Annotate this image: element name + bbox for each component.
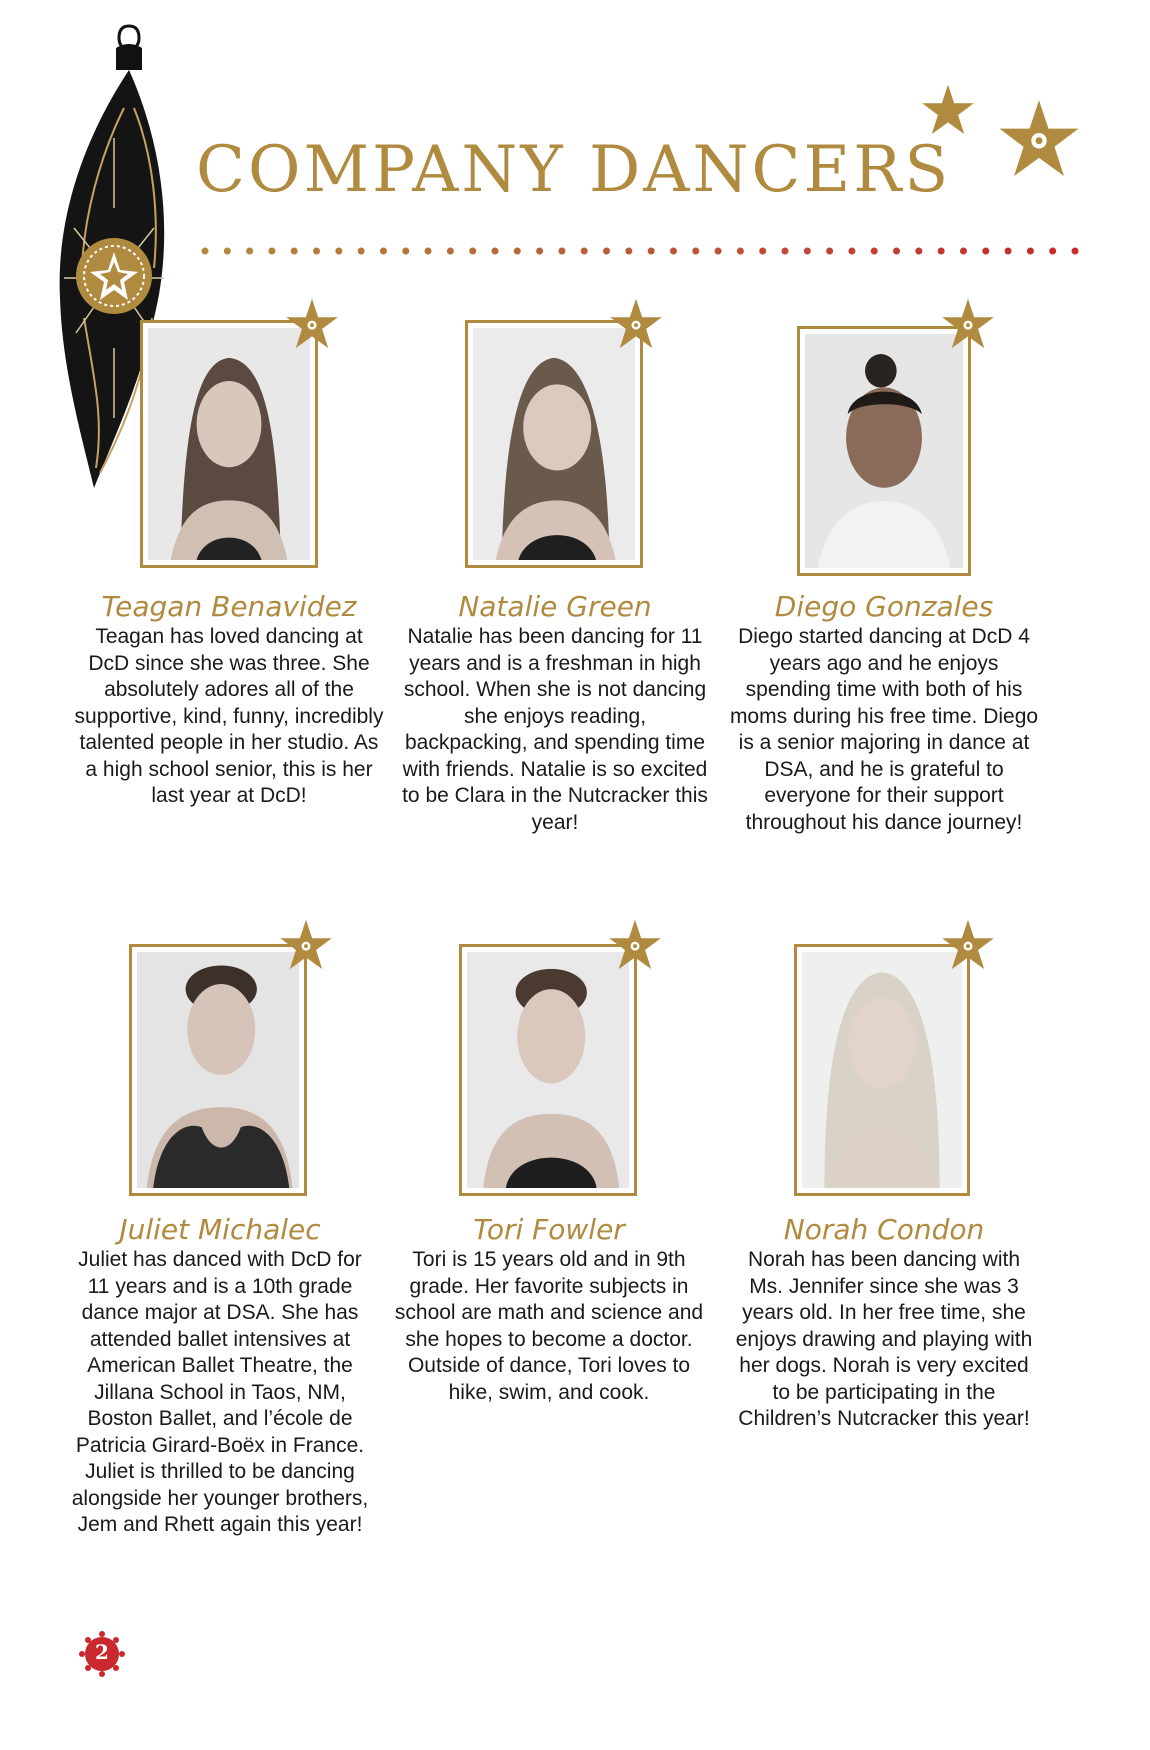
star-icon [996, 96, 1082, 182]
star-icon [940, 917, 996, 973]
star-icon [607, 917, 663, 973]
divider-dot [536, 248, 543, 255]
dancer-bio: Norah has been dancing with Ms. Jennifer since she was 3 years old. In her free time, she enjoys drawing and playing with her dogs. Norah is very excited to be participating in the Children’s Nutcracker this year! [735, 1248, 1033, 1430]
divider-dot [848, 248, 855, 255]
dancer-bio: Juliet has danced with DcD for 11 years and is a 10th grade dance major at DSA. She has attended ballet intensives at American Ballet Theatre, the Jillana School in Taos, NM, Boston Ballet, and l’école de Patricia Girard-Boëx in France. Juliet is thrilled to be dancing alongside her younger brothers, Jem and Rhett again this year! [71, 1248, 369, 1536]
divider-dot [1072, 248, 1079, 255]
dancer-photo-frame [797, 326, 971, 576]
divider-dot [1027, 248, 1034, 255]
dancer-name: Norah Condon [783, 1213, 985, 1246]
divider-dot [692, 248, 699, 255]
dancer-photo-frame [794, 944, 970, 1196]
star-icon [920, 82, 976, 138]
dancer-photo-frame [459, 944, 637, 1196]
divider-dot [625, 248, 632, 255]
divider-dot [938, 248, 945, 255]
dancer-name: Juliet Michalec [119, 1213, 321, 1246]
dancer-photo-frame [129, 944, 307, 1196]
divider-dot [224, 248, 231, 255]
divider-dot [358, 248, 365, 255]
divider-dot [558, 248, 565, 255]
dancer-photo-frame [465, 320, 643, 568]
divider-dot [202, 248, 209, 255]
divider-dot [246, 248, 253, 255]
divider-dot [893, 248, 900, 255]
divider-dot [1005, 248, 1012, 255]
divider-dot [603, 248, 610, 255]
dancer-name: Natalie Green [458, 590, 652, 623]
star-icon [284, 296, 340, 352]
dancer-bio: Teagan has loved dancing at DcD since she was three. She absolutely adores all of the supportive, kind, funny, incredibly talented people in her studio. As a high school senior, this is her last year at DcD! [74, 625, 384, 807]
dancer-name: Teagan Benavidez [101, 590, 357, 623]
divider-dot [759, 248, 766, 255]
dancer-photo [802, 952, 962, 1188]
dotted-divider [200, 244, 1080, 258]
page-number: 2 [95, 1640, 109, 1664]
dancer-name: Tori Fowler [473, 1213, 625, 1246]
dancer-name: Diego Gonzales [774, 590, 994, 623]
dancer-photo [473, 328, 635, 560]
dancer-photo-frame [140, 320, 318, 568]
divider-dot [268, 248, 275, 255]
divider-dot [982, 248, 989, 255]
divider-dot [648, 248, 655, 255]
divider-dot [782, 248, 789, 255]
divider-dot [313, 248, 320, 255]
divider-dot [447, 248, 454, 255]
divider-dot [915, 248, 922, 255]
dancer-photo [467, 952, 629, 1188]
star-icon [608, 296, 664, 352]
dancer-photo [137, 952, 299, 1188]
divider-dot [826, 248, 833, 255]
divider-dot [335, 248, 342, 255]
star-icon [940, 296, 996, 352]
divider-dot [871, 248, 878, 255]
dancer-photo [805, 334, 963, 568]
divider-dot [291, 248, 298, 255]
star-icon [278, 917, 334, 973]
divider-dot [1049, 248, 1056, 255]
page-number-badge [78, 1630, 126, 1678]
divider-dot [804, 248, 811, 255]
page-title: COMPANY DANCERS [196, 133, 952, 207]
dancer-bio: Diego started dancing at DcD 4 years ago and he enjoys spending time with both of his moms during his free time. Diego is a senior majoring in dance at DSA, and he is grateful to everyone for their support throughout his dance journey! [729, 625, 1039, 834]
divider-dot [492, 248, 499, 255]
dancer-bio: Natalie has been dancing for 11 years and is a freshman in high school. When she is not dancing she enjoys reading, backpacking, and spending time with friends. Natalie is so excited to be Clara in the Nutcracker this year! [402, 625, 708, 834]
divider-dot [960, 248, 967, 255]
divider-dot [715, 248, 722, 255]
divider-dot [469, 248, 476, 255]
divider-dot [425, 248, 432, 255]
divider-dot [581, 248, 588, 255]
divider-dot [514, 248, 521, 255]
divider-dot [737, 248, 744, 255]
divider-dot [402, 248, 409, 255]
dancer-photo [148, 328, 310, 560]
dancer-bio: Tori is 15 years old and in 9th grade. Her favorite subjects in school are math and science and she hopes to become a doctor. Outside of dance, Tori loves to hike, swim, and cook. [394, 1248, 704, 1404]
divider-dot [670, 248, 677, 255]
divider-dot [380, 248, 387, 255]
